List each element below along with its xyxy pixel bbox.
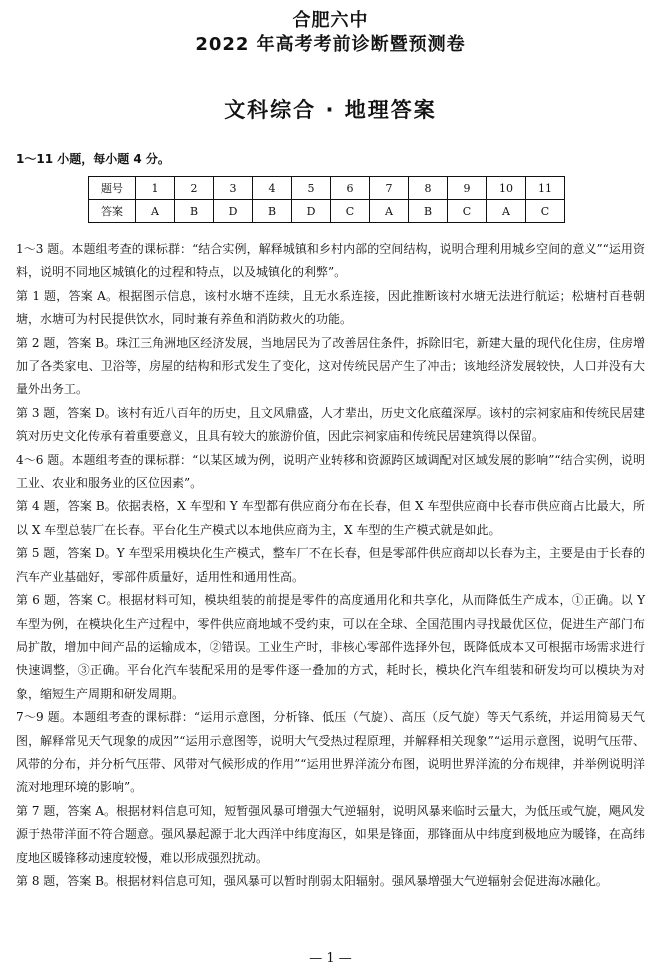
row-label-answer: 答案 (89, 200, 136, 223)
exam-title: 2022 年高考考前诊断暨预测卷 (195, 34, 466, 55)
explanation-paragraph: 第 3 题，答案 D。该村有近八百年的历史，且文风鼎盛，人才辈出，历史文化底蕴深厚。该村的宗祠家庙和传统民居建筑对历史文化传承有着重要意义，且具有较大的旅游价值，因此宗祠家庙和传统民居建筑得以保留。 (16, 405, 645, 444)
explanation-paragraph: 7～9 题。本题组考查的课标群：“运用示意图，分析锋、低压（气旋）、高压（反气旋）等天气系统，并运用简易天气图，解释常见天气现象的成因”“运用示意图等，说明大气受热过程原理，并解释相关现象”“运用示意图，说明气压带、风带的分布，并分析气压带、风带对气候形成的作用”“运用世界洋流分布图，说明世界洋流的分布规律，并举例说明洋流对地理环境的影响”。 (16, 710, 645, 795)
question-number-row (89, 177, 565, 200)
explanation-paragraph: 第 8 题，答案 B。根据材料信息可知，强风暴可以暂时削弱太阳辐射。强风暴增强大气逆辐射会促进海冰融化。 (16, 873, 608, 888)
question-number: 4 (253, 177, 292, 200)
answer-cell: B (409, 200, 448, 223)
explanation-paragraph: 第 6 题，答案 C。根据材料可知，模块组装的前提是零件的高度通用化和共享化，从而降低生产成本，①正确。以 Y 车型为例，在模块化生产过程中，零件供应商地域不受约束，可以在全球、全国范围内寻找最优区位，促进生产部门布局扩散，增加中间产品的运输成本，②错误。工业生产时，非核心零部件选择外包，既降低成本又可根据市场需求进行快速调整，③正确。平台化汽车装配采用的是零件逐一叠加的方式，耗时长，模块化汽车组装和研发均可以模块为对象，缩短生产周期和研发周期。 (16, 593, 645, 701)
explanation-paragraph: 第 7 题，答案 A。根据材料信息可知，短暂强风暴可增强大气逆辐射，说明风暴来临时云量大，为低压或气旋，飓风发源于热带洋面不符合题意。强风暴起源于北大西洋中纬度海区，如果是锋面，那锋面从中纬度到极地应为暖锋，在高纬度地区暖锋移动速度较慢，难以形成强烈扰动。 (16, 803, 645, 865)
explanation-paragraph: 第 1 题，答案 A。根据图示信息，该村水塘不连续，且无水系连接，因此推断该村水塘无法进行航运；松塘村百巷朝塘，水塘可为村民提供饮水，同时兼有养鱼和消防救火的功能。 (16, 288, 645, 327)
answer-cell: C (526, 200, 565, 223)
answer-cell: D (292, 200, 331, 223)
answer-table (88, 176, 565, 223)
page-number: — 1 — (309, 951, 352, 966)
subject-title: 文科综合 · 地理答案 (224, 98, 437, 122)
question-number: 7 (370, 177, 409, 200)
answer-cell: B (253, 200, 292, 223)
answer-cell: B (175, 200, 214, 223)
school-name: 合肥六中 (292, 10, 369, 31)
scoring-instruction: 1～11 小题，每小题 4 分。 (16, 152, 170, 166)
explanation-paragraph: 1～3 题。本题组考查的课标群：“结合实例，解释城镇和乡村内部的空间结构，说明合理利用城乡空间的意义”“运用资料，说明不同地区城镇化的过程和特点，以及城镇化的利弊”。 (16, 242, 645, 280)
answer-cell: A (370, 200, 409, 223)
answer-cell: C (448, 200, 487, 223)
question-number: 6 (331, 177, 370, 200)
explanation-paragraph: 第 2 题，答案 B。珠江三角洲地区经济发展，当地居民为了改善居住条件，拆除旧宅，新建大量的现代化住房，住房增加了各类家电、卫浴等，房屋的结构和形式发生了变化，这对传统民居产生了冲击；该地经济发展较快，人口并没有大量外出务工。 (16, 335, 645, 397)
explanation-paragraph: 第 5 题，答案 D。Y 车型采用模块化生产模式，整车厂不在长春，但是零部件供应商却以长春为主，主要是由于长春的汽车产业基础好，零部件质量好，适用性和通用性高。 (16, 546, 645, 584)
question-number: 2 (175, 177, 214, 200)
question-number: 3 (214, 177, 253, 200)
question-number: 10 (487, 177, 526, 200)
question-number: 8 (409, 177, 448, 200)
answer-explanations (16, 238, 645, 893)
explanation-paragraph: 4～6 题。本题组考查的课标群：“以某区域为例，说明产业转移和资源跨区域调配对区域发展的影响”“结合实例，说明工业、农业和服务业的区位因素”。 (16, 452, 645, 491)
answer-cell: C (331, 200, 370, 223)
answer-cell: D (214, 200, 253, 223)
answer-cell: A (487, 200, 526, 223)
question-number: 9 (448, 177, 487, 200)
question-number: 1 (136, 177, 175, 200)
answer-row (89, 200, 565, 223)
answer-cell: A (136, 200, 175, 223)
question-number: 5 (292, 177, 331, 200)
explanation-paragraph: 第 4 题，答案 B。依据表格，X 车型和 Y 车型都有供应商分布在长春，但 X 车型供应商中长春市供应商占比最大，所以 X 车型总装厂在长春。平台化生产模式以本地供应商为主，X 车型的生产模式就是如此。 (16, 499, 645, 537)
question-number: 11 (526, 177, 565, 200)
row-label-number: 题号 (89, 177, 136, 200)
